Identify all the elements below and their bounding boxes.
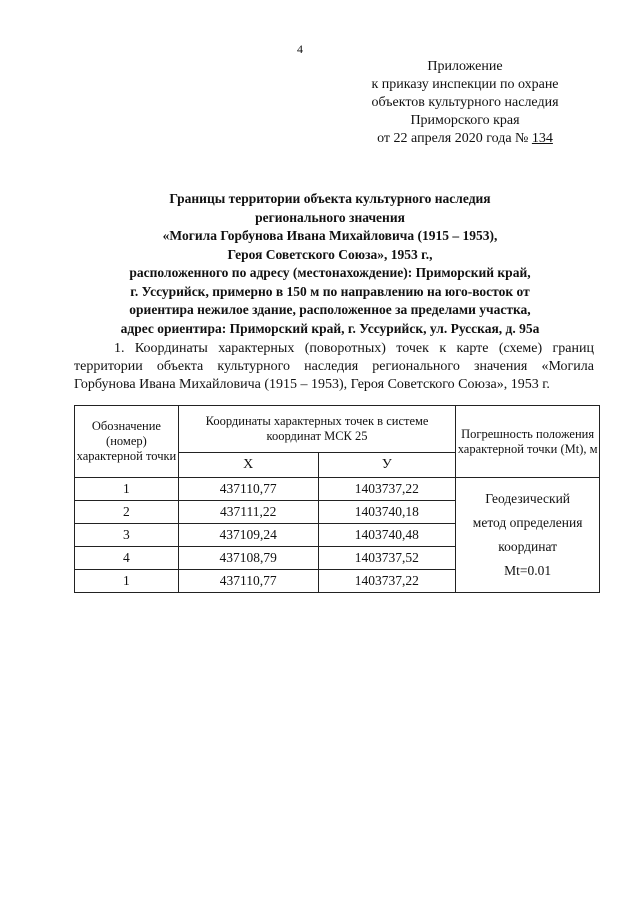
coord-y: 1403740,48	[318, 524, 456, 547]
appendix-date-line	[340, 130, 590, 148]
table-row	[75, 478, 600, 501]
coord-y: 1403737,22	[318, 570, 456, 593]
header-designation: Обозначение (номер) характерной точки	[75, 406, 179, 478]
order-number: 134	[531, 131, 553, 146]
point-number: 3	[75, 524, 179, 547]
title-line: регионального значения	[255, 209, 405, 225]
section-paragraph	[74, 340, 594, 394]
title-line: Героя Советского Союза», 1953 г.,	[227, 246, 433, 262]
title-line: г. Уссурийск, примерно в 150 м по направлению на юго-восток от	[130, 283, 530, 299]
method-line: метод определения	[472, 515, 583, 530]
coord-x: 437110,77	[178, 478, 318, 501]
coordinates-table	[74, 405, 600, 593]
title-line: расположенного по адресу (местонахождение): Приморский край,	[129, 265, 531, 280]
title-line: Границы территории объекта культурного наследия	[169, 191, 491, 206]
coord-y: 1403737,52	[318, 547, 456, 570]
method-line: Геодезический	[485, 491, 571, 506]
appendix-line: Приложение	[427, 59, 503, 74]
appendix-line: Приморского края	[410, 113, 520, 128]
page-number: 4	[297, 42, 303, 56]
method-accuracy: Mt=0.01	[504, 563, 552, 578]
title-line: адрес ориентира: Приморский край, г. Уссурийск, ул. Русская, д. 95а	[120, 320, 540, 336]
coord-y: 1403737,22	[318, 478, 456, 501]
title-line: «Могила Горбунова Ивана Михайловича (1915 – 1953),	[162, 228, 498, 243]
appendix-header	[340, 58, 590, 148]
method-cell	[456, 478, 600, 593]
method-line: координат	[498, 539, 558, 554]
header-y: У	[318, 453, 456, 478]
point-number: 1	[75, 570, 179, 593]
point-number: 1	[75, 478, 179, 501]
header-x: X	[178, 453, 318, 478]
appendix-date-prefix: от 22 апреля 2020 года №	[377, 131, 529, 146]
coord-y: 1403740,18	[318, 501, 456, 524]
document-title	[60, 190, 600, 338]
paragraph-text: 1. Координаты характерных (поворотных) точек к карте (схеме) границ территории объекта культурного наследия регионального значения «Могила Горбунова Ивана Михайловича (1915 – 1953), Героя Советского Союза», 1953 г.	[74, 341, 594, 392]
appendix-line: к приказу инспекции по охране	[371, 77, 559, 92]
coord-x: 437109,24	[178, 524, 318, 547]
coord-x: 437110,77	[178, 570, 318, 593]
title-line: ориентира нежилое здание, расположенное за пределами участка,	[129, 302, 531, 317]
point-number: 2	[75, 501, 179, 524]
coord-x: 437111,22	[178, 501, 318, 524]
header-coordinates: Координаты характерных точек в системе координат МСК 25	[178, 406, 455, 453]
point-number: 4	[75, 547, 179, 570]
coord-x: 437108,79	[178, 547, 318, 570]
header-error: Погрешность положения характерной точки (Mt), м	[456, 406, 600, 478]
appendix-line: объектов культурного наследия	[371, 95, 559, 110]
